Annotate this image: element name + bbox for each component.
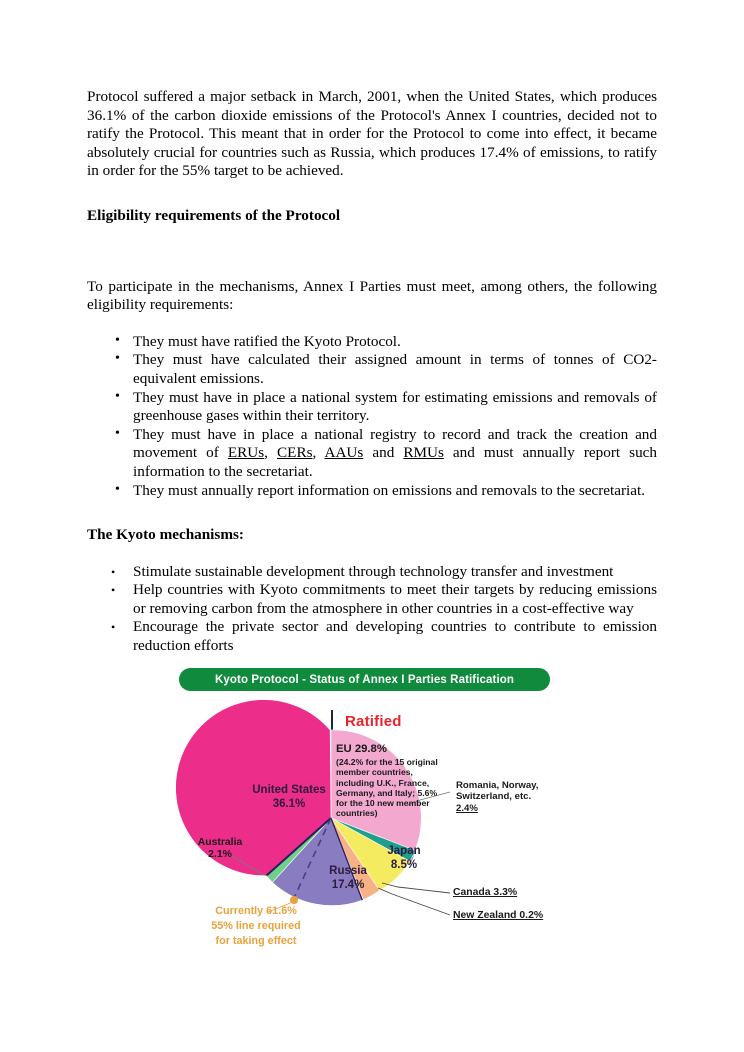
- pie-label-eu: [336, 743, 446, 818]
- registry-text-before: They must have in place a national registry to record and track the creation and movement of: [133, 425, 657, 462]
- heading-mechanisms: The Kyoto mechanisms:: [87, 526, 244, 544]
- pie-label-united-states-value: 36.1%: [272, 797, 306, 810]
- pie-label-canada: Canada 3.3%: [453, 887, 518, 898]
- pie-label-australia-name: Australia: [197, 837, 243, 848]
- link-aaus[interactable]: AAUs: [324, 444, 364, 462]
- heading-eligibility: Eligibility requirements of the Protocol: [87, 206, 341, 224]
- document-body: [87, 88, 657, 656]
- list-item: • Encourage the private sector and developing countries to contribute to emission reduction efforts: [87, 618, 657, 655]
- pie-label-eu-value: EU 29.8%: [336, 743, 387, 755]
- pie-label-japan-value: 8.5%: [390, 858, 418, 871]
- pie-label-japan-name: Japan: [387, 845, 421, 857]
- list-item: • They must have in place a national system for estimating emissions and removals of greenhouse gases within their territory.: [87, 389, 657, 426]
- link-rmus[interactable]: RMUs: [403, 444, 444, 462]
- spacer: [87, 545, 657, 563]
- pie-label-australia-value: 2.1%: [208, 849, 232, 861]
- list-item-registry: [87, 426, 657, 482]
- chart-title-banner: Kyoto Protocol - Status of Annex I Parties Ratification: [179, 668, 550, 691]
- pie-label-australia: [177, 837, 263, 862]
- pie-label-russia-name: Russia: [329, 865, 367, 877]
- spacer: [87, 226, 657, 278]
- pie-label-united-states-name: United States: [252, 784, 326, 796]
- pie-label-eu-detail: (24.2% for the 15 original member countries, including U.K., France, Germany, and Italy; 5.6% for the 10 new member countries): [336, 757, 438, 819]
- threshold-annotation-line1: Currently 61.6%: [215, 905, 297, 917]
- leader-line-canada: [382, 883, 450, 893]
- pie-label-new-zealand: New Zealand 0.2%: [453, 910, 544, 921]
- pie-label-russia-value: 17.4%: [331, 878, 365, 891]
- paragraph-intro: Protocol suffered a major setback in March, 2001, when the United States, which produces 36.1% of the carbon dioxide emissions of the Protocol's Annex I countries, decided not to ratify the Protocol. This meant that in order for the Protocol to come into effect, it became absolutely crucial for countries such as Russia, which produces 17.4% of emissions, to ratify in order for the 55% target to be achieved.: [87, 88, 657, 180]
- separator: ,: [312, 444, 325, 462]
- mechanisms-list: [87, 563, 657, 656]
- threshold-annotation-line2: 55% line required: [211, 919, 301, 932]
- list-item: • They must have calculated their assigned amount in terms of tonnes of CO2-equivalent emissions.: [87, 351, 657, 388]
- separator: ,: [264, 444, 278, 462]
- spacer: [87, 500, 657, 526]
- threshold-annotation: [180, 904, 332, 949]
- registry-text-after: and must annually report such information to the secretariat.: [133, 444, 657, 480]
- pie-label-romania-name: Romania, Norway, Switzerland, etc.: [456, 780, 539, 803]
- pie-label-japan: [376, 845, 432, 872]
- spacer: [87, 315, 657, 333]
- segment-header-ratified: Ratified: [345, 713, 402, 730]
- spacer: [87, 181, 657, 207]
- list-item: • Stimulate sustainable development through technology transfer and investment: [87, 563, 657, 582]
- link-erus[interactable]: ERUs: [227, 444, 265, 462]
- list-item: • They must annually report information on emissions and removals to the secretariat.: [87, 482, 657, 501]
- paragraph-participate: To participate in the mechanisms, Annex I Parties must meet, among others, the following eligibility requirements:: [87, 277, 657, 314]
- list-item: • They must have ratified the Kyoto Protocol.: [87, 333, 657, 352]
- pie-label-united-states: [234, 784, 344, 811]
- link-cers[interactable]: CERs: [277, 444, 313, 462]
- pie-label-russia: [311, 865, 385, 892]
- pie-label-romania-value: 2.4%: [456, 802, 478, 814]
- eligibility-list: [87, 333, 657, 500]
- list-item: • Help countries with Kyoto commitments to meet their targets by reducing emissions or removing carbon from the atmosphere in other countries in a cost-effective way: [87, 581, 657, 618]
- separator: and: [363, 444, 404, 462]
- pie-chart-figure: [0, 660, 744, 960]
- threshold-annotation-line3: for taking effect: [215, 934, 297, 947]
- pie-label-romania-group: [456, 780, 556, 814]
